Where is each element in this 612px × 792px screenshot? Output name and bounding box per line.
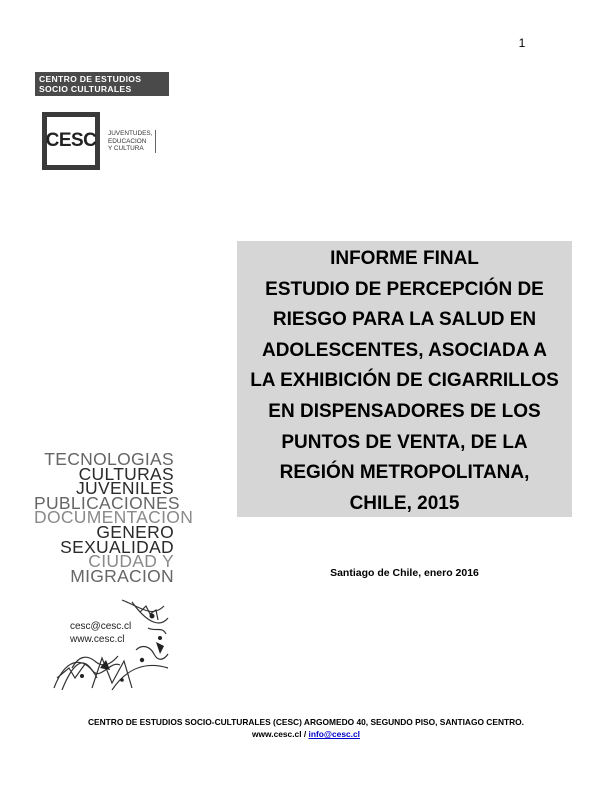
org-banner-line2: SOCIO CULTURALES [39,84,132,94]
topic-item: TECNOLOGIAS [44,449,174,469]
tagline-line: JUVENTUDES, [108,130,153,137]
title-line: RIESGO PARA LA SALUD EN [272,309,537,331]
page-number: 1 [518,36,526,50]
topic-item: DOCUMENTACION [34,507,194,528]
contact-web: www.cesc.cl [70,634,125,645]
topic-item: MIGRACION [70,565,174,586]
org-banner [35,72,169,96]
title-line: REGIÓN METROPOLITANA, [279,462,530,484]
title-line: ADOLESCENTES, ASOCIADA A [261,339,548,361]
tagline-line: EDUCACION [108,137,147,145]
footer [0,716,612,740]
topics-list [34,449,194,586]
title-line: INFORME FINAL [330,248,479,269]
contact-email: cesc@cesc.cl [70,621,132,632]
tagline-line: Y CULTURA [108,145,144,152]
title-line: EN DISPENSADORES DE LOS [268,400,541,422]
topic-item: CIUDAD Y [88,551,174,572]
footer-separator: / [303,729,307,739]
cesc-logo-box: CESC [42,112,100,170]
topic-item: PUBLICACIONES [34,492,180,513]
footer-email-link[interactable]: info@cesc.cl [308,729,360,739]
footer-web: www.cesc.cl [252,729,302,739]
title-line: CHILE, 2015 [349,492,460,514]
cesc-logo [42,112,172,174]
footer-address: CENTRO DE ESTUDIOS SOCIO-CULTURALES (CESC) ARGOMEDO 40, SEGUNDO PISO, SANTIAGO CENTRO. [88,717,524,727]
topic-item: GENERO [96,521,174,542]
topic-item: SEXUALIDAD [60,536,174,557]
place-date: Santiago de Chile, enero 2016 [330,567,479,579]
title-line: PUNTOS DE VENTA, DE LA [281,431,528,453]
topic-item: CULTURAS [78,463,174,484]
title-line: LA EXHIBICIÓN DE CIGARRILLOS [250,370,559,392]
cesc-logo-tagline [108,130,156,153]
report-title [237,241,572,517]
contact-info [70,620,131,646]
org-banner-line1: CENTRO DE ESTUDIOS [39,74,142,84]
title-line: ESTUDIO DE PERCEPCIÓN DE [265,278,544,300]
footer-links [0,728,612,740]
topic-item: JUVENILES [75,478,174,499]
